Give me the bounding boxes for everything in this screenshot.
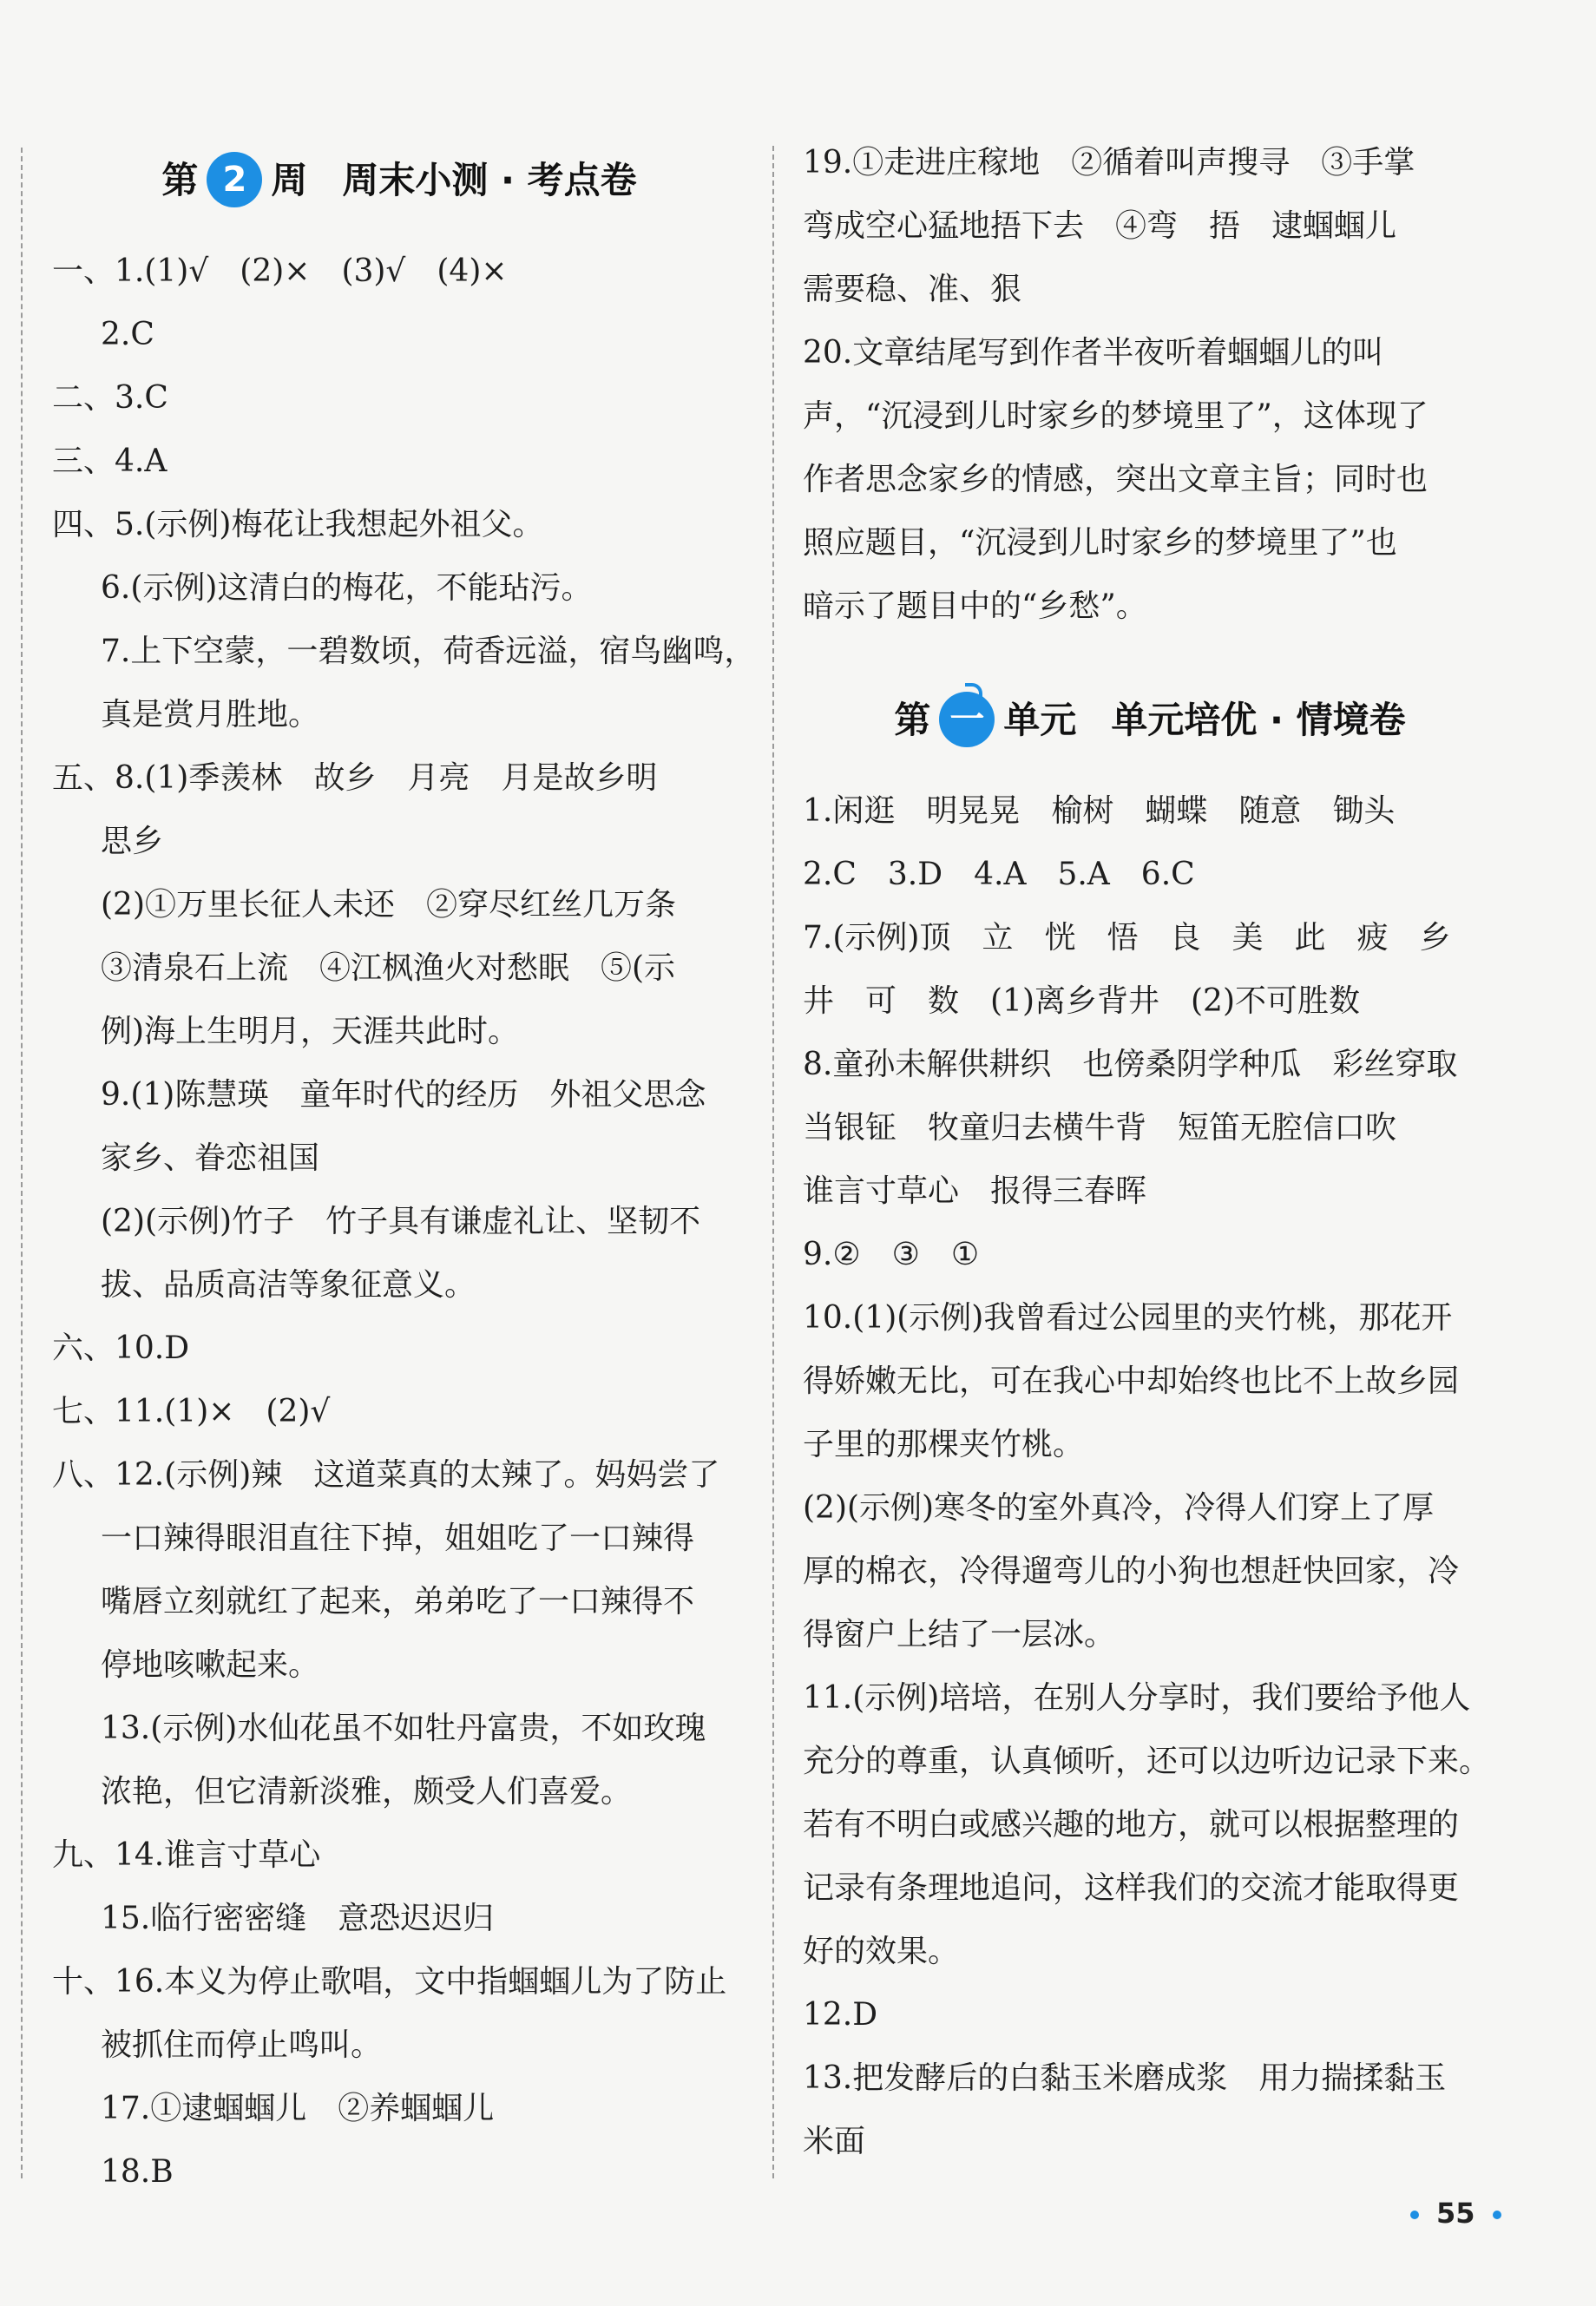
title-name: 单元培优 · 情境卷 xyxy=(1111,699,1406,741)
answer-line: 9.(1)陈慧瑛 童年时代的经历 外祖父思念 xyxy=(101,1077,706,1113)
answer-line: 例)海上生明月，天涯共此时。 xyxy=(101,1014,520,1049)
answer-line: 20.文章结尾写到作者半夜听着蝈蝈儿的叫 xyxy=(803,335,1384,371)
title-prefix: 第 xyxy=(894,699,931,741)
answer-line: 四、5.(示例)梅花让我想起外祖父。 xyxy=(52,507,544,542)
answer-line: 需要稳、准、狠 xyxy=(803,272,1022,307)
column-divider-dashed-rule xyxy=(772,146,774,2178)
answer-line: 9.② ③ ① xyxy=(803,1237,980,1272)
answer-line: 18.B xyxy=(101,2154,174,2190)
answer-line: 2.C 3.D 4.A 5.A 6.C xyxy=(803,857,1195,892)
answer-line: 十、16.本义为停止歌唱，文中指蝈蝈儿为了防止 xyxy=(52,1964,727,2000)
answer-line: 好的效果。 xyxy=(803,1934,960,1969)
answer-line: 10.(1)(示例)我曾看过公园里的夹竹桃，那花开 xyxy=(803,1300,1453,1336)
left-margin-dashed-rule xyxy=(21,148,23,2178)
answer-line: 照应题目，“沉浸到儿时家乡的梦境里了”也 xyxy=(803,525,1397,561)
answer-line: 声，“沉浸到儿时家乡的梦境里了”，这体现了 xyxy=(803,398,1429,434)
answer-line: 二、3.C xyxy=(52,380,168,416)
answer-line: 一口辣得眼泪直往下掉，姐姐吃了一口辣得 xyxy=(101,1521,695,1556)
answer-line: 作者思念家乡的情感，突出文章主旨；同时也 xyxy=(803,462,1429,497)
answer-line: 七、11.(1)× (2)√ xyxy=(52,1394,331,1429)
answer-line: 2.C xyxy=(101,317,154,352)
answer-line: 真是赏月胜地。 xyxy=(101,697,320,733)
page-number-dot-icon xyxy=(1493,2211,1501,2219)
answer-line: 6.(示例)这清白的梅花，不能玷污。 xyxy=(101,570,593,606)
answer-line: 弯成空心猛地捂下去 ④弯 捂 逮蝈蝈儿 xyxy=(803,208,1397,244)
answer-line: 7.上下空蒙，一碧数顷，荷香远溢，宿鸟幽鸣， xyxy=(101,634,756,669)
answer-line: 被抓住而停止鸣叫。 xyxy=(101,2027,383,2063)
answer-line: 一、1.(1)√ (2)× (3)√ (4)× xyxy=(52,253,508,289)
answer-line: 若有不明白或感兴趣的地方，就可以根据整理的 xyxy=(803,1807,1460,1843)
title-name: 周末小测 · 考点卷 xyxy=(342,159,637,201)
answer-line: 13.(示例)水仙花虽不如牡丹富贵，不如玫瑰 xyxy=(101,1711,706,1746)
answer-line: 记录有条理地追问，这样我们的交流才能取得更 xyxy=(803,1870,1460,1906)
page-number xyxy=(1393,2191,1519,2235)
answer-line: 米面 xyxy=(803,2124,866,2159)
answer-line: 充分的尊重，认真倾听，还可以边听边记录下来。 xyxy=(803,1744,1491,1779)
answer-line: 浓艳，但它清新淡雅，颇受人们喜爱。 xyxy=(101,1774,633,1810)
answer-line: 家乡、眷恋祖国 xyxy=(101,1140,320,1176)
answer-line: 井 可 数 (1)离乡背井 (2)不可胜数 xyxy=(803,983,1360,1019)
answer-line: 嘴唇立刻就红了起来，弟弟吃了一口辣得不 xyxy=(101,1584,695,1619)
answer-line: 1.闲逛 明晃晃 榆树 蝴蝶 随意 锄头 xyxy=(803,793,1396,829)
page-number-text: 55 xyxy=(1436,2197,1475,2230)
answer-line: 得娇嫩无比，可在我心中却始终也比不上故乡园 xyxy=(803,1363,1460,1399)
answer-line: 厚的棉衣，冷得遛弯儿的小狗也想赶快回家，冷 xyxy=(803,1554,1460,1589)
answer-line: 思乡 xyxy=(101,824,164,859)
answer-line: 当银钲 牧童归去横牛背 短笛无腔信口吹 xyxy=(803,1110,1397,1146)
answer-line: 11.(示例)培培，在别人分享时，我们要给予他人 xyxy=(803,1680,1471,1716)
page-number-dot-icon xyxy=(1410,2211,1419,2219)
answer-line: 拔、品质高洁等象征意义。 xyxy=(101,1267,476,1303)
unit-number-badge: 一 xyxy=(939,692,995,747)
answer-line: 八、12.(示例)辣 这道菜真的太辣了。妈妈尝了 xyxy=(52,1457,720,1493)
answer-line: 7.(示例)顶 立 恍 悟 良 美 此 疲 乡 xyxy=(803,920,1451,956)
answer-line: 17.①逮蝈蝈儿 ②养蝈蝈儿 xyxy=(101,2091,495,2126)
answer-line: 13.把发酵后的白黏玉米磨成浆 用力揣揉黏玉 xyxy=(803,2060,1447,2096)
answer-line: 19.①走进庄稼地 ②循着叫声搜寻 ③手掌 xyxy=(803,145,1415,181)
answer-line: 子里的那棵夹竹桃。 xyxy=(803,1427,1085,1462)
answer-line: 六、10.D xyxy=(52,1330,190,1366)
answer-line: 8.童孙未解供耕织 也傍桑阴学种瓜 彩丝穿取 xyxy=(803,1047,1458,1082)
answer-line: (2)(示例)竹子 竹子具有谦虚礼让、坚韧不 xyxy=(101,1204,701,1239)
answer-line: 15.临行密密缝 意恐迟迟归 xyxy=(101,1901,495,1936)
answer-line: 三、4.A xyxy=(52,443,167,479)
title-suffix: 单元 xyxy=(1003,699,1077,741)
week-2-quiz-title xyxy=(52,154,746,207)
week-number-badge: 2 xyxy=(207,152,262,207)
unit-1-exam-title xyxy=(803,694,1497,746)
answer-line: 九、14.谁言寸草心 xyxy=(52,1837,321,1873)
answer-line: ③清泉石上流 ④江枫渔火对愁眠 ⑤(示 xyxy=(101,950,676,986)
answer-line: 谁言寸草心 报得三春晖 xyxy=(803,1173,1147,1209)
answer-line: (2)①万里长征人未还 ②穿尽红丝几万条 xyxy=(101,887,676,923)
title-suffix: 周 xyxy=(271,159,308,201)
answer-line: 12.D xyxy=(803,1997,878,2033)
answer-line: 暗示了题目中的“乡愁”。 xyxy=(803,588,1147,624)
title-prefix: 第 xyxy=(161,159,199,201)
answer-line: 五、8.(1)季羡林 故乡 月亮 月是故乡明 xyxy=(52,760,658,796)
answer-line: (2)(示例)寒冬的室外真冷，冷得人们穿上了厚 xyxy=(803,1490,1435,1526)
answer-line: 得窗户上结了一层冰。 xyxy=(803,1617,1116,1652)
answer-line: 停地咳嗽起来。 xyxy=(101,1647,320,1683)
